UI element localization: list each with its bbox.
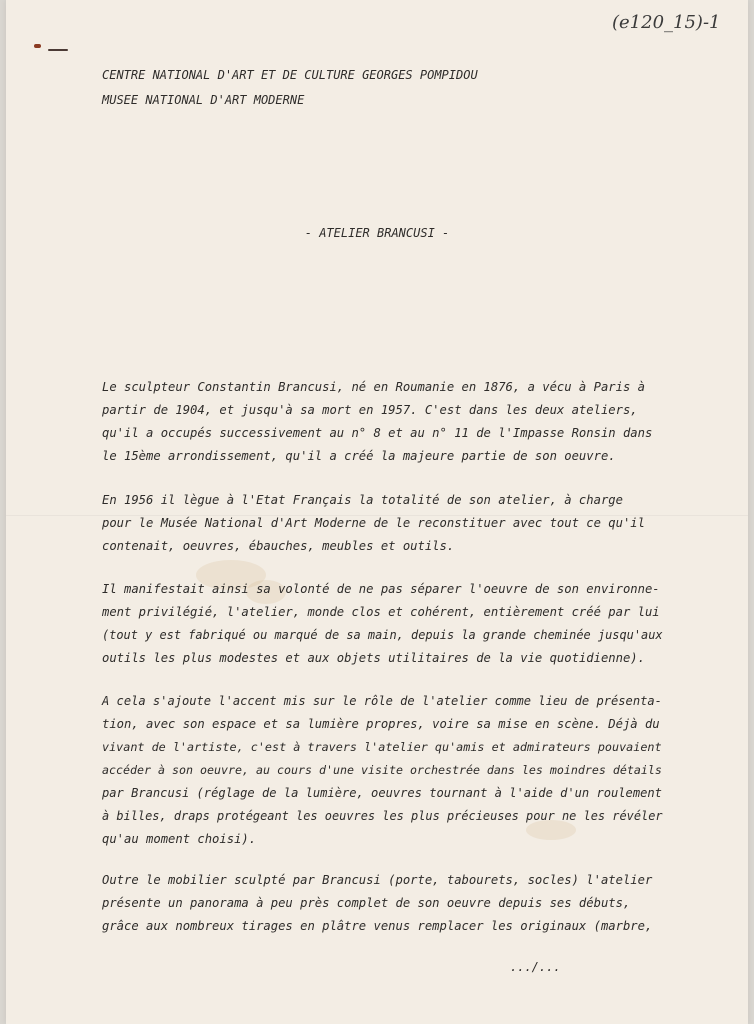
paragraph-4-line: vivant de l'artiste, c'est à travers l'atelier qu'amis et admirateurs pouvaient (102, 740, 662, 754)
continuation-marker: .../... (510, 960, 561, 974)
paragraph-3-line: (tout y est fabriqué ou marqué de sa main, depuis la grande cheminée jusqu'aux (102, 628, 663, 642)
paragraph-2-line: contenait, oeuvres, ébauches, meubles et outils. (102, 539, 455, 553)
paragraph-5-line: grâce aux nombreux tirages en plâtre venus remplacer les originaux (marbre, (102, 919, 653, 933)
document-title: - ATELIER BRANCUSI - (304, 226, 450, 240)
paragraph-5-line: Outre le mobilier sculpté par Brancusi (porte, tabourets, socles) l'atelier (102, 873, 653, 887)
paper-stain (526, 820, 576, 840)
handwritten-reference: (e120_15)-1 (612, 12, 721, 33)
paragraph-3-line: ment privilégié, l'atelier, monde clos et cohérent, entièrement créé par lui (102, 605, 660, 619)
paragraph-5-line: présente un panorama à peu près complet de son oeuvre depuis ses débuts, (102, 896, 631, 910)
paragraph-1-line: le 15ème arrondissement, qu'il a créé la majeure partie de son oeuvre. (102, 449, 616, 463)
paragraph-4-line: A cela s'ajoute l'accent mis sur le rôle de l'atelier comme lieu de présenta- (102, 694, 662, 708)
paragraph-2-line: pour le Musée National d'Art Moderne de le reconstituer avec tout ce qu'il (102, 516, 645, 530)
paragraph-1-line: partir de 1904, et jusqu'à sa mort en 1957. C'est dans les deux ateliers, (102, 403, 638, 417)
paragraph-1-line: qu'il a occupés successivement au n° 8 et au n° 11 de l'Impasse Ronsin dans (102, 426, 653, 440)
paragraph-3-line: Il manifestait ainsi sa volonté de ne pas séparer l'oeuvre de son environne- (102, 582, 660, 596)
paragraph-2-line: En 1956 il lègue à l'Etat Français la totalité de son atelier, à charge (102, 493, 623, 507)
rust-mark (34, 44, 41, 48)
paragraph-4-line: qu'au moment choisi). (102, 832, 257, 846)
paragraph-4-line: par Brancusi (réglage de la lumière, oeuvres tournant à l'aide d'un roulement (102, 786, 662, 800)
rust-mark (48, 49, 68, 51)
paragraph-1-line: Le sculpteur Constantin Brancusi, né en Roumanie en 1876, a vécu à Paris à (102, 380, 645, 394)
header-institution: CENTRE NATIONAL D'ART ET DE CULTURE GEORGES POMPIDOU (102, 68, 478, 82)
header-museum: MUSEE NATIONAL D'ART MODERNE (102, 93, 305, 107)
paragraph-4-line: à billes, draps protégeant les oeuvres les plus précieuses pour ne les révéler (102, 809, 663, 823)
paragraph-4-line: accéder à son oeuvre, au cours d'une visite orchestrée dans les moindres détails (102, 763, 662, 777)
paragraph-4-line: tion, avec son espace et sa lumière propres, voire sa mise en scène. Déjà du (102, 717, 660, 731)
paragraph-3-line: outils les plus modestes et aux objets utilitaires de la vie quotidienne). (102, 651, 645, 665)
document-page (6, 0, 748, 1024)
